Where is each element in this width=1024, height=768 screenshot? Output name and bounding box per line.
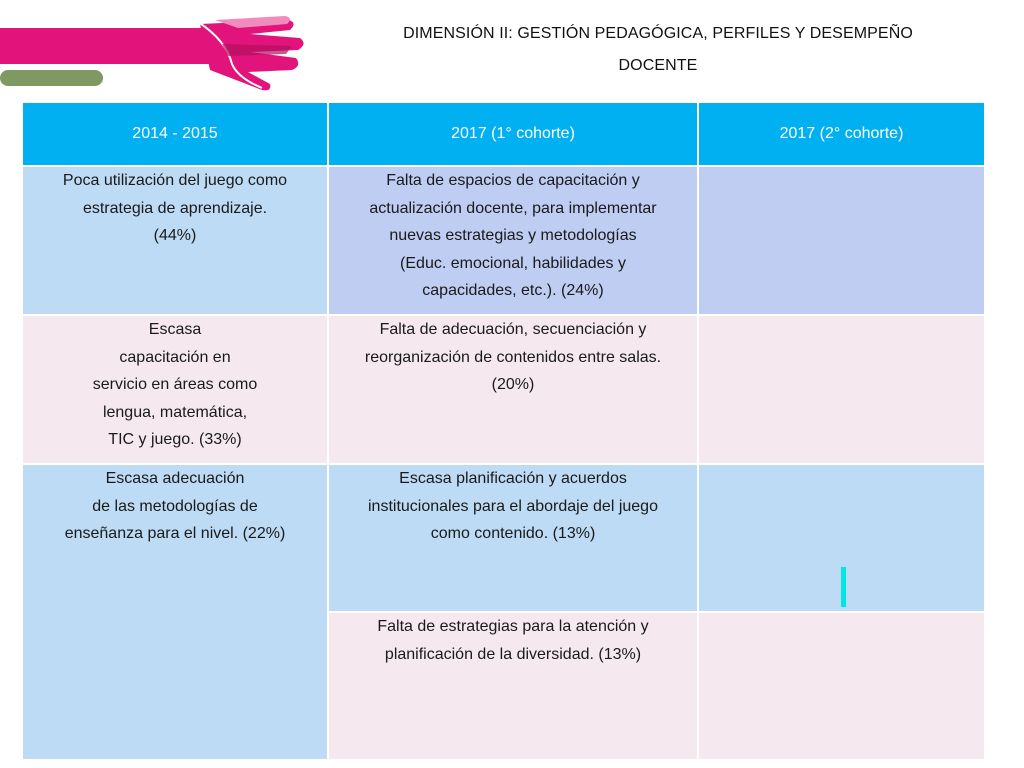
cell-text-line: (Educ. emocional, habilidades y xyxy=(400,254,626,272)
cell-text-line: Escasa xyxy=(148,321,202,338)
cell-text-line: lengua, matemática, xyxy=(102,403,248,421)
cell-text-line: enseñanza para el nivel. (22%) xyxy=(64,525,286,542)
table-row xyxy=(22,464,985,612)
cell-2014-row-3 xyxy=(22,464,328,760)
cell-text-line: (20%) xyxy=(491,376,535,393)
cell-text-line: TIC y juego. (33%) xyxy=(108,431,242,448)
cell-text-line: (44%) xyxy=(153,227,197,244)
cell-text-line: Poca utilización del juego como xyxy=(62,172,288,189)
table-row xyxy=(22,315,985,464)
cell-2017-c1-row-2 xyxy=(328,315,698,464)
cell-text-line: estrategia de aprendizaje. xyxy=(82,199,268,217)
cell-text-line: institucionales para el abordaje del juego xyxy=(368,497,658,515)
cell-2014-row-1 xyxy=(22,166,328,315)
results-table xyxy=(21,101,986,761)
column-header-2017-cohort-1: 2017 (1° cohorte) xyxy=(328,102,698,166)
cell-2017-c1-row-4 xyxy=(328,612,698,760)
column-header-2014-2015: 2014 - 2015 xyxy=(22,102,328,166)
cell-2017-c1-row-1 xyxy=(328,166,698,315)
cell-text-line: Escasa planificación y acuerdos xyxy=(399,470,627,487)
cell-2017-c2-row-2[interactable] xyxy=(698,315,985,464)
cell-text-line: como contenido. (13%) xyxy=(430,525,596,542)
cell-2017-c2-row-1[interactable] xyxy=(698,166,985,315)
cell-2017-c2-row-4[interactable] xyxy=(698,612,985,760)
logo-hand-shape xyxy=(200,20,304,90)
cell-text-line: Falta de estrategias para la atención y xyxy=(377,618,649,635)
logo-hand-palm xyxy=(222,44,292,56)
page-title xyxy=(340,18,976,82)
cell-text-line: capacidades, etc.). (24%) xyxy=(422,282,604,299)
cell-text-line: actualización docente, para implementar xyxy=(369,199,657,217)
title-line-2: DOCENTE xyxy=(618,57,698,74)
logo-magenta-bar xyxy=(0,28,232,64)
text-cursor xyxy=(841,567,846,607)
cell-2014-row-2 xyxy=(22,315,328,464)
cell-text-line: servicio en áreas como xyxy=(92,376,258,393)
cell-text-line: planificación de la diversidad. (13%) xyxy=(384,645,642,663)
title-line-1: DIMENSIÓN II: GESTIÓN PEDAGÓGICA, PERFILES Y DESEMPEÑO xyxy=(403,25,913,42)
table-row xyxy=(22,166,985,315)
cell-text-line: de las metodologías de xyxy=(92,497,258,515)
logo-green-bar xyxy=(0,70,103,86)
hands-logo xyxy=(0,0,320,100)
cell-2017-c1-row-3 xyxy=(328,464,698,612)
column-header-2017-cohort-2: 2017 (2° cohorte) xyxy=(698,102,985,166)
cell-2017-c2-row-3[interactable] xyxy=(698,464,985,612)
cell-text-line: reorganización de contenidos entre salas. xyxy=(364,348,662,366)
cell-text-line: capacitación en xyxy=(119,348,231,366)
cell-text-line: Escasa adecuación xyxy=(105,470,245,487)
cell-text-line: nuevas estrategias y metodologías xyxy=(389,227,637,244)
table-header-row xyxy=(22,102,985,166)
cell-text-line: Falta de adecuación, secuenciación y xyxy=(379,321,647,338)
cell-text-line: Falta de espacios de capacitación y xyxy=(386,172,640,189)
